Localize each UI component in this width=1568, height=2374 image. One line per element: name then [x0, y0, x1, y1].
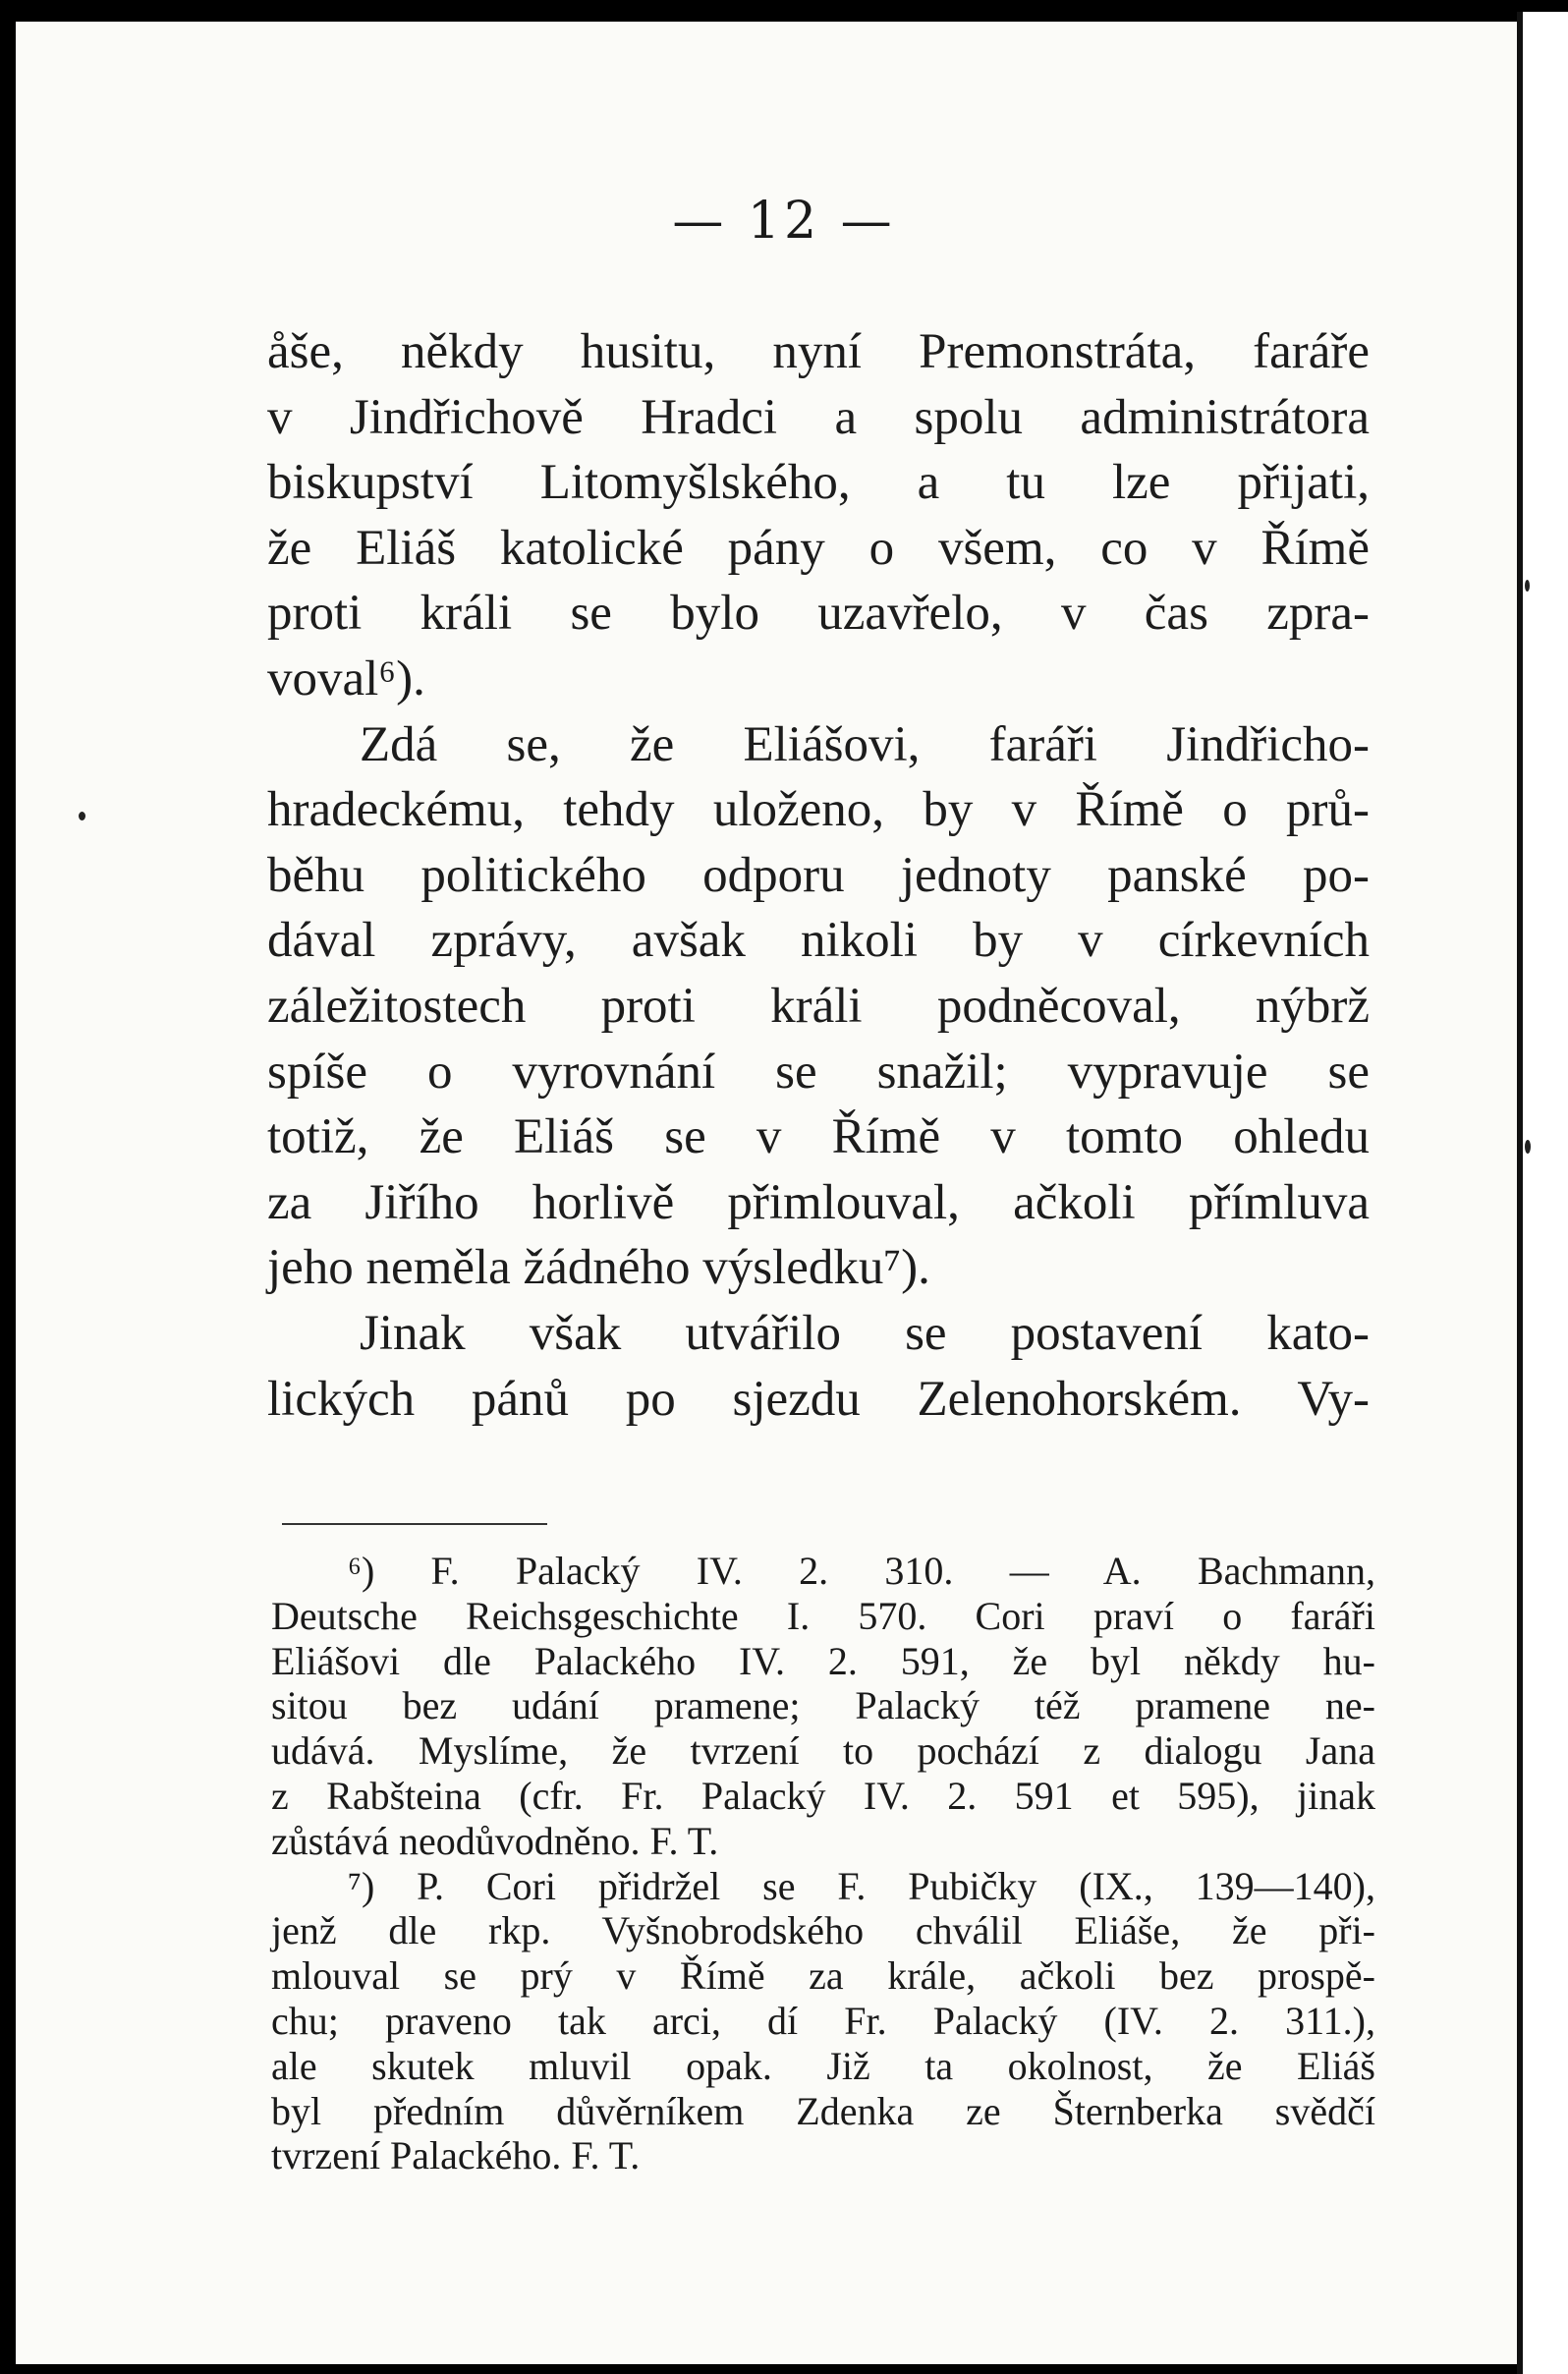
footnote-line: chu; praveno tak arci, dí Fr. Palacký (IV. 2. 311.), [271, 1998, 1375, 2043]
footnote-line: byl předním důvěrníkem Zdenka ze Šternberka svědčí [271, 2088, 1375, 2133]
footnote-line: mlouval se prý v Římě za krále, ačkoli bez prospě- [271, 1953, 1375, 1999]
footnote-line: zůstává neodůvodněno. F. T. [271, 1818, 719, 1863]
text-line: že Eliáš katolické pány o všem, co v Římě [267, 520, 1370, 576]
footnote-line: jenž dle rkp. Vyšnobrodského chválil Eliáše, že při- [271, 1908, 1375, 1953]
footnotes [271, 1549, 1375, 2178]
text-line: dával zprávy, avšak nikoli by v církevních [267, 913, 1370, 969]
text-line: v Jindřichově Hradci a spolu administrátora [267, 389, 1370, 445]
footnote-line: Deutsche Reichsgeschichte I. 570. Cori praví o faráři [271, 1593, 1375, 1638]
page-edge [1517, 12, 1568, 2374]
text-line: voval⁶). [267, 650, 425, 707]
text-line: lických pánů po sjezdu Zelenohorském. Vy- [267, 1371, 1370, 1427]
page-edge-shadow [1517, 12, 1523, 2374]
text-line: za Jiřího horlivě přimlouval, ačkoli přímluva [267, 1174, 1370, 1230]
footnote-divider [282, 1523, 547, 1525]
text-line: proti králi se bylo uzavřelo, v čas zpra- [267, 586, 1370, 642]
text-line: totiž, že Eliáš se v Římě v tomto ohledu [267, 1109, 1370, 1165]
text-line: biskupství Litomyšlského, a tu lze přijati, [267, 455, 1370, 511]
text-line: spíše o vyrovnání se snažil; vypravuje se [267, 1044, 1370, 1100]
page-number: — 12 — [672, 192, 896, 251]
text-line: Zdá se, že Eliášovi, faráři Jindřicho- [360, 716, 1370, 772]
text-line: åše, někdy husitu, nyní Premonstráta, faráře [267, 324, 1370, 379]
footnote-line: ⁶) F. Palacký IV. 2. 310. — A. Bachmann, [348, 1549, 1375, 1593]
footnote-line: ⁷) P. Cori přidržel se F. Pubičky (IX., 139—140), [348, 1863, 1375, 1908]
footnote-line: Eliášovi dle Palackého IV. 2. 591, že byl někdy hu- [271, 1638, 1375, 1683]
text-line: Jinak však utvářilo se postavení kato- [360, 1305, 1370, 1361]
text-line: hradeckému, tehdy uloženo, by v Římě o prů- [267, 782, 1370, 838]
footnote-line: tvrzení Palackého. F. T. [271, 2133, 641, 2178]
text-line: běhu politického odporu jednoty panské po- [267, 847, 1370, 903]
footnote-line: udává. Myslíme, že tvrzení to pochází z dialogu Jana [271, 1728, 1375, 1774]
main-text [267, 319, 1370, 1432]
ink-speck [79, 812, 85, 820]
footnote-line: ale skutek mluvil opak. Již ta okolnost, že Eliáš [271, 2043, 1375, 2088]
text-line: záležitostech proti králi podněcoval, nýbrž [267, 978, 1370, 1034]
footnote-line: z Rabšteina (cfr. Fr. Palacký IV. 2. 591 et 595), jinak [271, 1773, 1375, 1818]
ink-speck [1525, 580, 1530, 592]
ink-speck [1525, 1140, 1531, 1154]
text-line: jeho neměla žádného výsledku⁷). [267, 1240, 930, 1296]
footnote-line: sitou bez udání pramene; Palacký též pramene ne- [271, 1683, 1375, 1728]
